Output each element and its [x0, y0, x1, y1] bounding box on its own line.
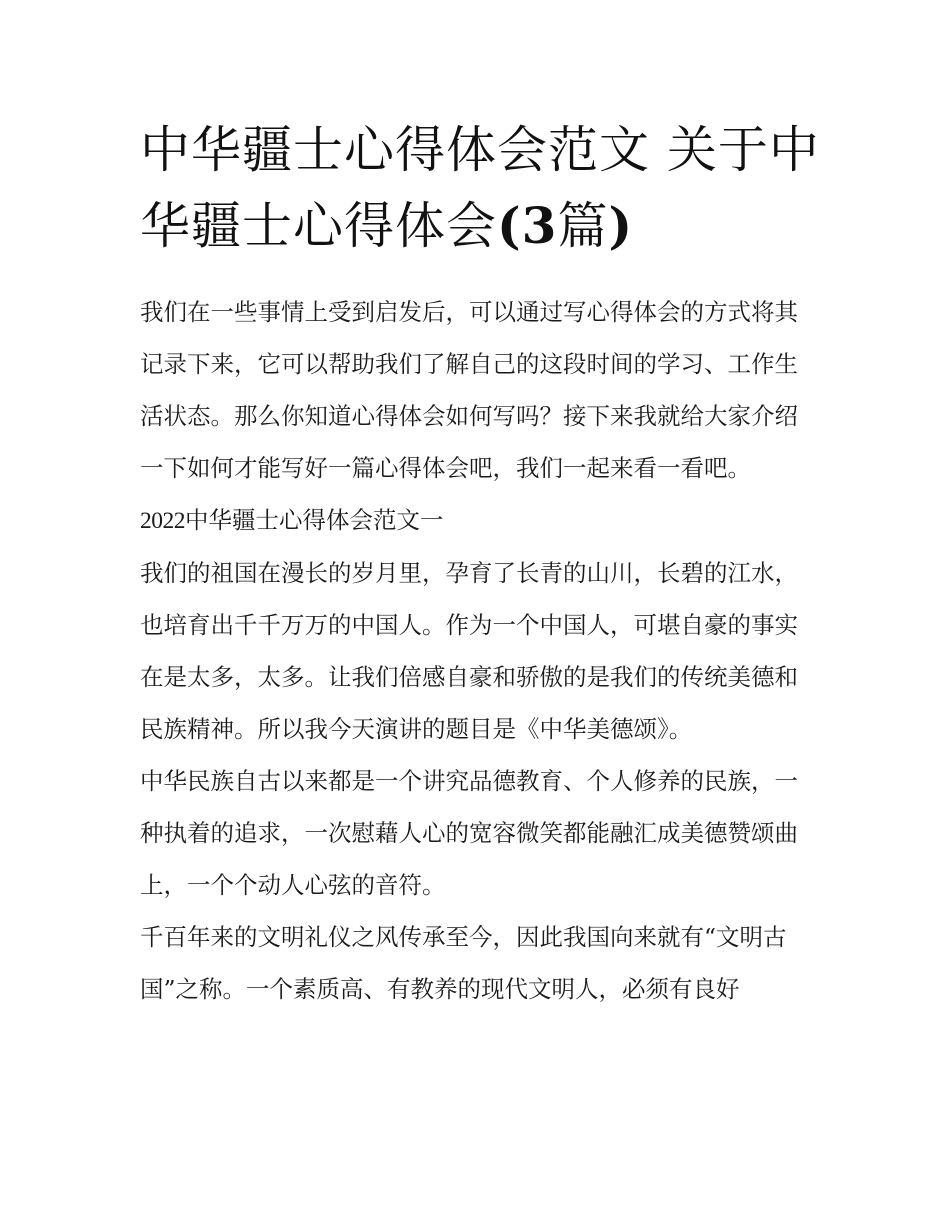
document-page — [140, 112, 820, 1015]
section-heading — [140, 494, 820, 547]
intro-paragraph: 我们在一些事情上受到启发后，可以通过写心得体会的方式将其记录下来，它可以帮助我们了解自己的这段时间的学习、工作生活状态。那么你知道心得体会如何写吗？接下来我就给大家介绍一下如何才能写好一篇心得体会吧，我们一起来看一看吧。 — [140, 298, 798, 482]
title-count-unit: 篇 — [557, 197, 609, 255]
body-paragraph: 我们的祖国在漫长的岁月里，孕育了长青的山川，长碧的江水，也培育出千千万万的中国人。作为一个中国人，可堪自豪的事实在是太多，太多。让我们倍感自豪和骄傲的是我们的传统美德和民族精神。所以我今天演讲的题目是《中华美德颂》。 — [140, 559, 798, 743]
document-title — [140, 112, 820, 264]
body-paragraph: 千百年来的文明礼仪之风传承至今，因此我国向来就有“文明古国”之称。一个素质高、有教养的现代文明人，必须有良好 — [140, 923, 787, 1003]
title-count-close: ) — [608, 196, 634, 255]
section-year: 2022 — [140, 508, 185, 534]
title-count-open: (3 — [497, 196, 558, 255]
section-title: 中华疆士心得体会范文一 — [185, 506, 444, 534]
title-main-text: 中华疆士心得体会范文 关于中华疆士心得体会 — [140, 121, 820, 255]
body-paragraph: 中华民族自古以来都是一个讲究品德教育、个人修养的民族，一种执着的追求，一次慰藉人心的宽容微笑都能融汇成美德赞颂曲上，一个个动人心弦的音符。 — [140, 767, 798, 899]
